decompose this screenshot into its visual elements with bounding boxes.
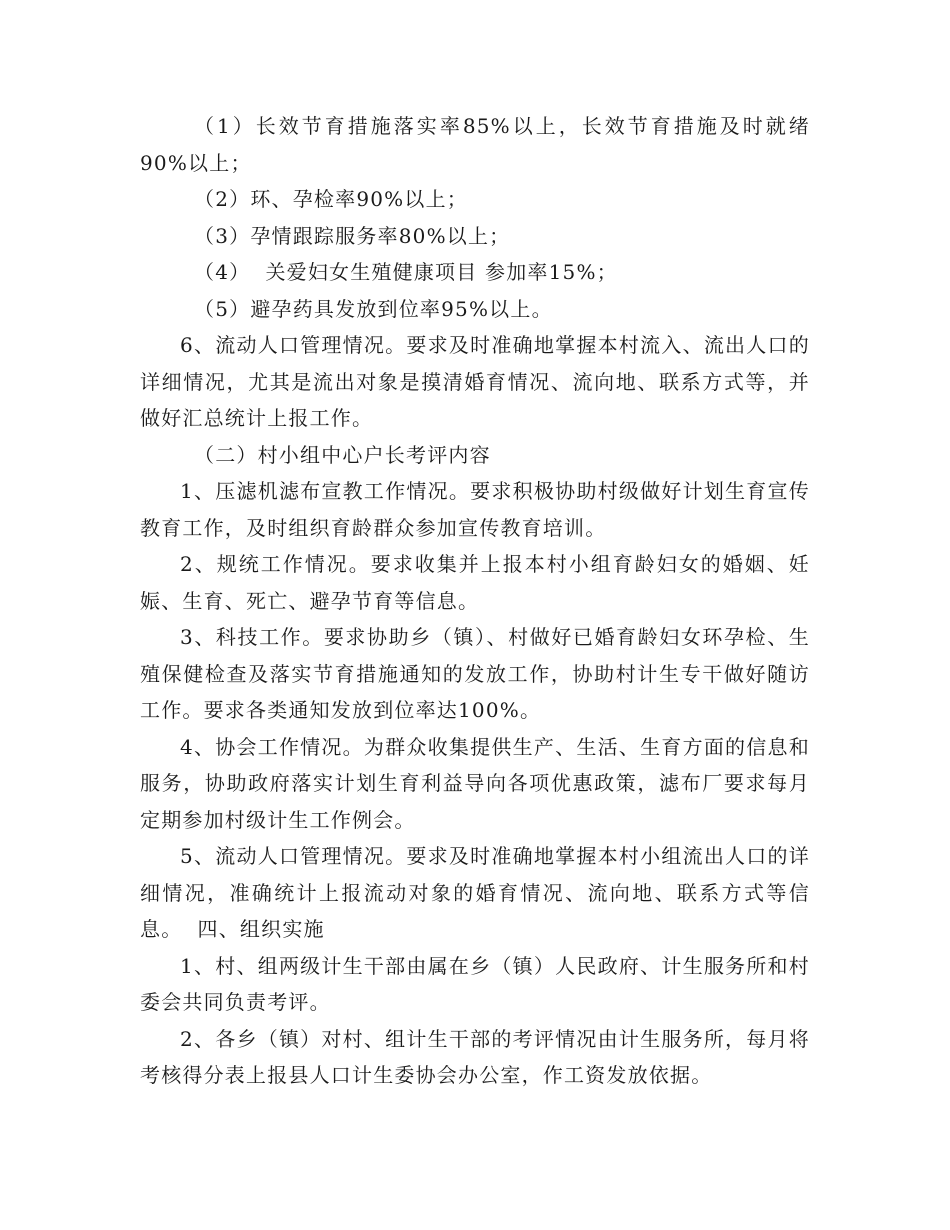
paragraph-implementation-1: 1、村、组两级计生干部由属在乡（镇）人民政府、计生服务所和村委会共同负责考评。: [140, 953, 810, 1014]
section-heading-group-leader: （二）村小组中心户长考评内容: [194, 442, 491, 467]
paragraph-floating-population-group: 5、流动人口管理情况。要求及时准确地掌握本村小组流出人口的详细情况，准确统计上报流动对象的婚育情况、流向地、联系方式等信息。 四、组织实施: [140, 844, 810, 941]
paragraph-item-1: （1）长效节育措施落实率85%以上，长效节育措施及时就绪90%以上；: [140, 114, 810, 175]
paragraph-item-4: （4） 关爱妇女生殖健康项目 参加率15%；: [194, 260, 618, 284]
document-body: [140, 108, 810, 1094]
paragraph-publicity: 1、压滤机滤布宣教工作情况。要求积极协助村级做好计划生育宣传教育工作，及时组织育龄群众参加宣传教育培训。: [140, 479, 810, 540]
paragraph-item-2: （2）环、孕检率90%以上；: [194, 187, 468, 211]
paragraph-statistics: 2、规统工作情况。要求收集并上报本村小组育龄妇女的婚姻、妊娠、生育、死亡、避孕节育等信息。: [140, 552, 810, 613]
paragraph-floating-population: 6、流动人口管理情况。要求及时准确地掌握本村流入、流出人口的详细情况，尤其是流出对象是摸清婚育情况、流向地、联系方式等，并做好汇总统计上报工作。: [140, 333, 810, 430]
paragraph-technology: 3、科技工作。要求协助乡（镇）、村做好已婚育龄妇女环孕检、生殖保健检查及落实节育措施通知的发放工作，协助村计生专干做好随访工作。要求各类通知发放到位率达100%。: [140, 625, 810, 722]
paragraph-association: 4、协会工作情况。为群众收集提供生产、生活、生育方面的信息和服务，协助政府落实计划生育利益导向各项优惠政策，滤布厂要求每月定期参加村级计生工作例会。: [140, 734, 810, 832]
paragraph-implementation-2: 2、各乡（镇）对村、组计生干部的考评情况由计生服务所，每月将考核得分表上报县人口计生委协会办公室，作工资发放依据。: [140, 1026, 810, 1087]
paragraph-item-5: （5）避孕药具发放到位率95%以上。: [194, 296, 553, 321]
paragraph-item-3: （3）孕情跟踪服务率80%以上；: [194, 223, 511, 248]
